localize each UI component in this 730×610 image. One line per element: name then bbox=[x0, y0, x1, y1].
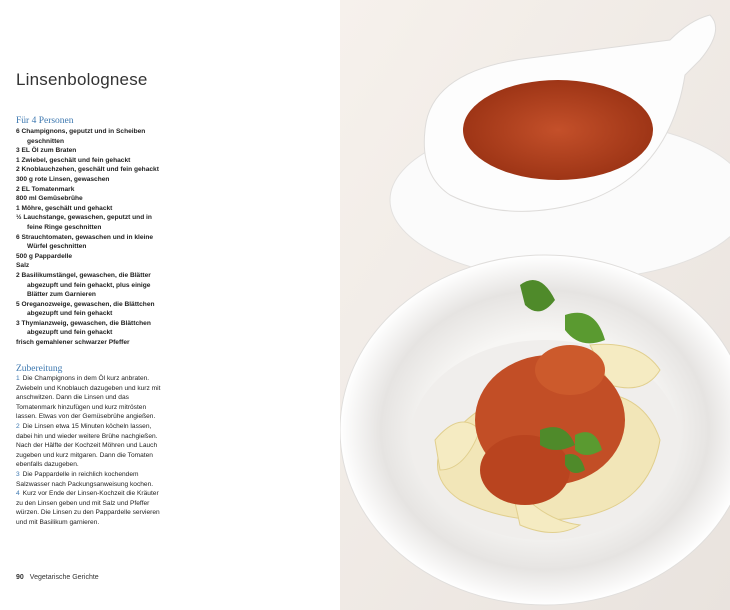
ingredient-item: 2 Knoblauchzehen, geschält und fein gehackt bbox=[16, 166, 159, 174]
ingredient-item: 2 EL Tomatenmark bbox=[16, 185, 75, 193]
preparation-step bbox=[16, 489, 166, 527]
ingredient-item: 500 g Pappardelle bbox=[16, 252, 73, 260]
preparation-step bbox=[16, 470, 166, 489]
servings-heading: Für 4 Personen bbox=[16, 116, 74, 126]
preparation-heading: Zubereitung bbox=[16, 364, 63, 374]
step-list bbox=[16, 374, 166, 528]
step-number: 2 bbox=[16, 422, 20, 430]
preparation-step bbox=[16, 422, 166, 470]
step-text: Die Linsen etwa 15 Minuten köcheln lassen, dabei hin und wieder weitere Brühe nachgießen. Nach der Hälfte der Kochzeit Möhren und Lauch zugeben und kurz mitgaren. Dann die Tomaten ebenfalls dazugeben. bbox=[16, 422, 158, 469]
ingredient-list bbox=[16, 127, 166, 348]
step-text: Kurz vor Ende der Linsen-Kochzeit die Kräuter zu den Linsen geben und mit Salz und Pfeffer würzen. Die Linsen zu den Pappardelle servieren und mit Basilikum garnieren. bbox=[16, 490, 160, 526]
section-name: Vegetarische Gerichte bbox=[29, 574, 99, 581]
ingredient-item: 3 EL Öl zum Braten bbox=[16, 147, 77, 155]
ingredient-item: 1 Zwiebel, geschält und fein gehackt bbox=[16, 156, 131, 164]
ingredient-item: 1 Möhre, geschält und gehackt bbox=[16, 204, 113, 212]
ingredient-item: Salz bbox=[16, 262, 30, 270]
recipe-title: Linsenbolognese bbox=[16, 70, 148, 89]
ingredient-item: 6 Strauchtomaten, gewaschen und in kleine Würfel geschnitten bbox=[16, 233, 154, 251]
ingredient-item: 6 Champignons, geputzt und in Scheiben geschnitten bbox=[16, 128, 146, 145]
step-text: Die Champignons in dem Öl kurz anbraten. Zwiebeln und Knoblauch dazugeben und kurz mit anschwitzen. Dann die Linsen und das Tomatenmark hinzufügen und kurz mitrösten lassen. Etwas von der Gemüsebrühe angießen. bbox=[16, 375, 161, 421]
ingredient-item: frisch gemahlener schwarzer Pfeffer bbox=[16, 339, 130, 347]
dish-photo bbox=[340, 0, 730, 610]
page-footer bbox=[16, 574, 99, 581]
ingredient-item: 2 Basilikumstängel, gewaschen, die Blätter abgezupft und fein gehackt, plus einige Blätter zum Garnieren bbox=[16, 271, 151, 299]
lentil-sauce bbox=[463, 80, 653, 180]
step-text: Die Pappardelle in reichlich kochendem Salzwasser nach Packungsanweisung kochen. bbox=[16, 470, 154, 488]
ingredient-item: 800 ml Gemüsebrühe bbox=[16, 195, 83, 203]
page-number: 90 bbox=[16, 574, 24, 581]
ingredient-item: 3 Thymianzweig, gewaschen, die Blättchen abgezupft und fein gehackt bbox=[16, 319, 151, 337]
ingredient-item: 300 g rote Linsen, gewaschen bbox=[16, 175, 110, 183]
step-number: 4 bbox=[16, 490, 20, 498]
ingredient-item: ½ Lauchstange, gewaschen, geputzt und in feine Ringe geschnitten bbox=[16, 214, 152, 231]
ingredient-item: 5 Oreganozweige, gewaschen, die Blättchen abgezupft und fein gehackt bbox=[16, 300, 155, 318]
step-number: 3 bbox=[16, 470, 20, 478]
text-page bbox=[0, 0, 340, 610]
step-number: 1 bbox=[16, 375, 20, 382]
preparation-step bbox=[16, 374, 166, 422]
